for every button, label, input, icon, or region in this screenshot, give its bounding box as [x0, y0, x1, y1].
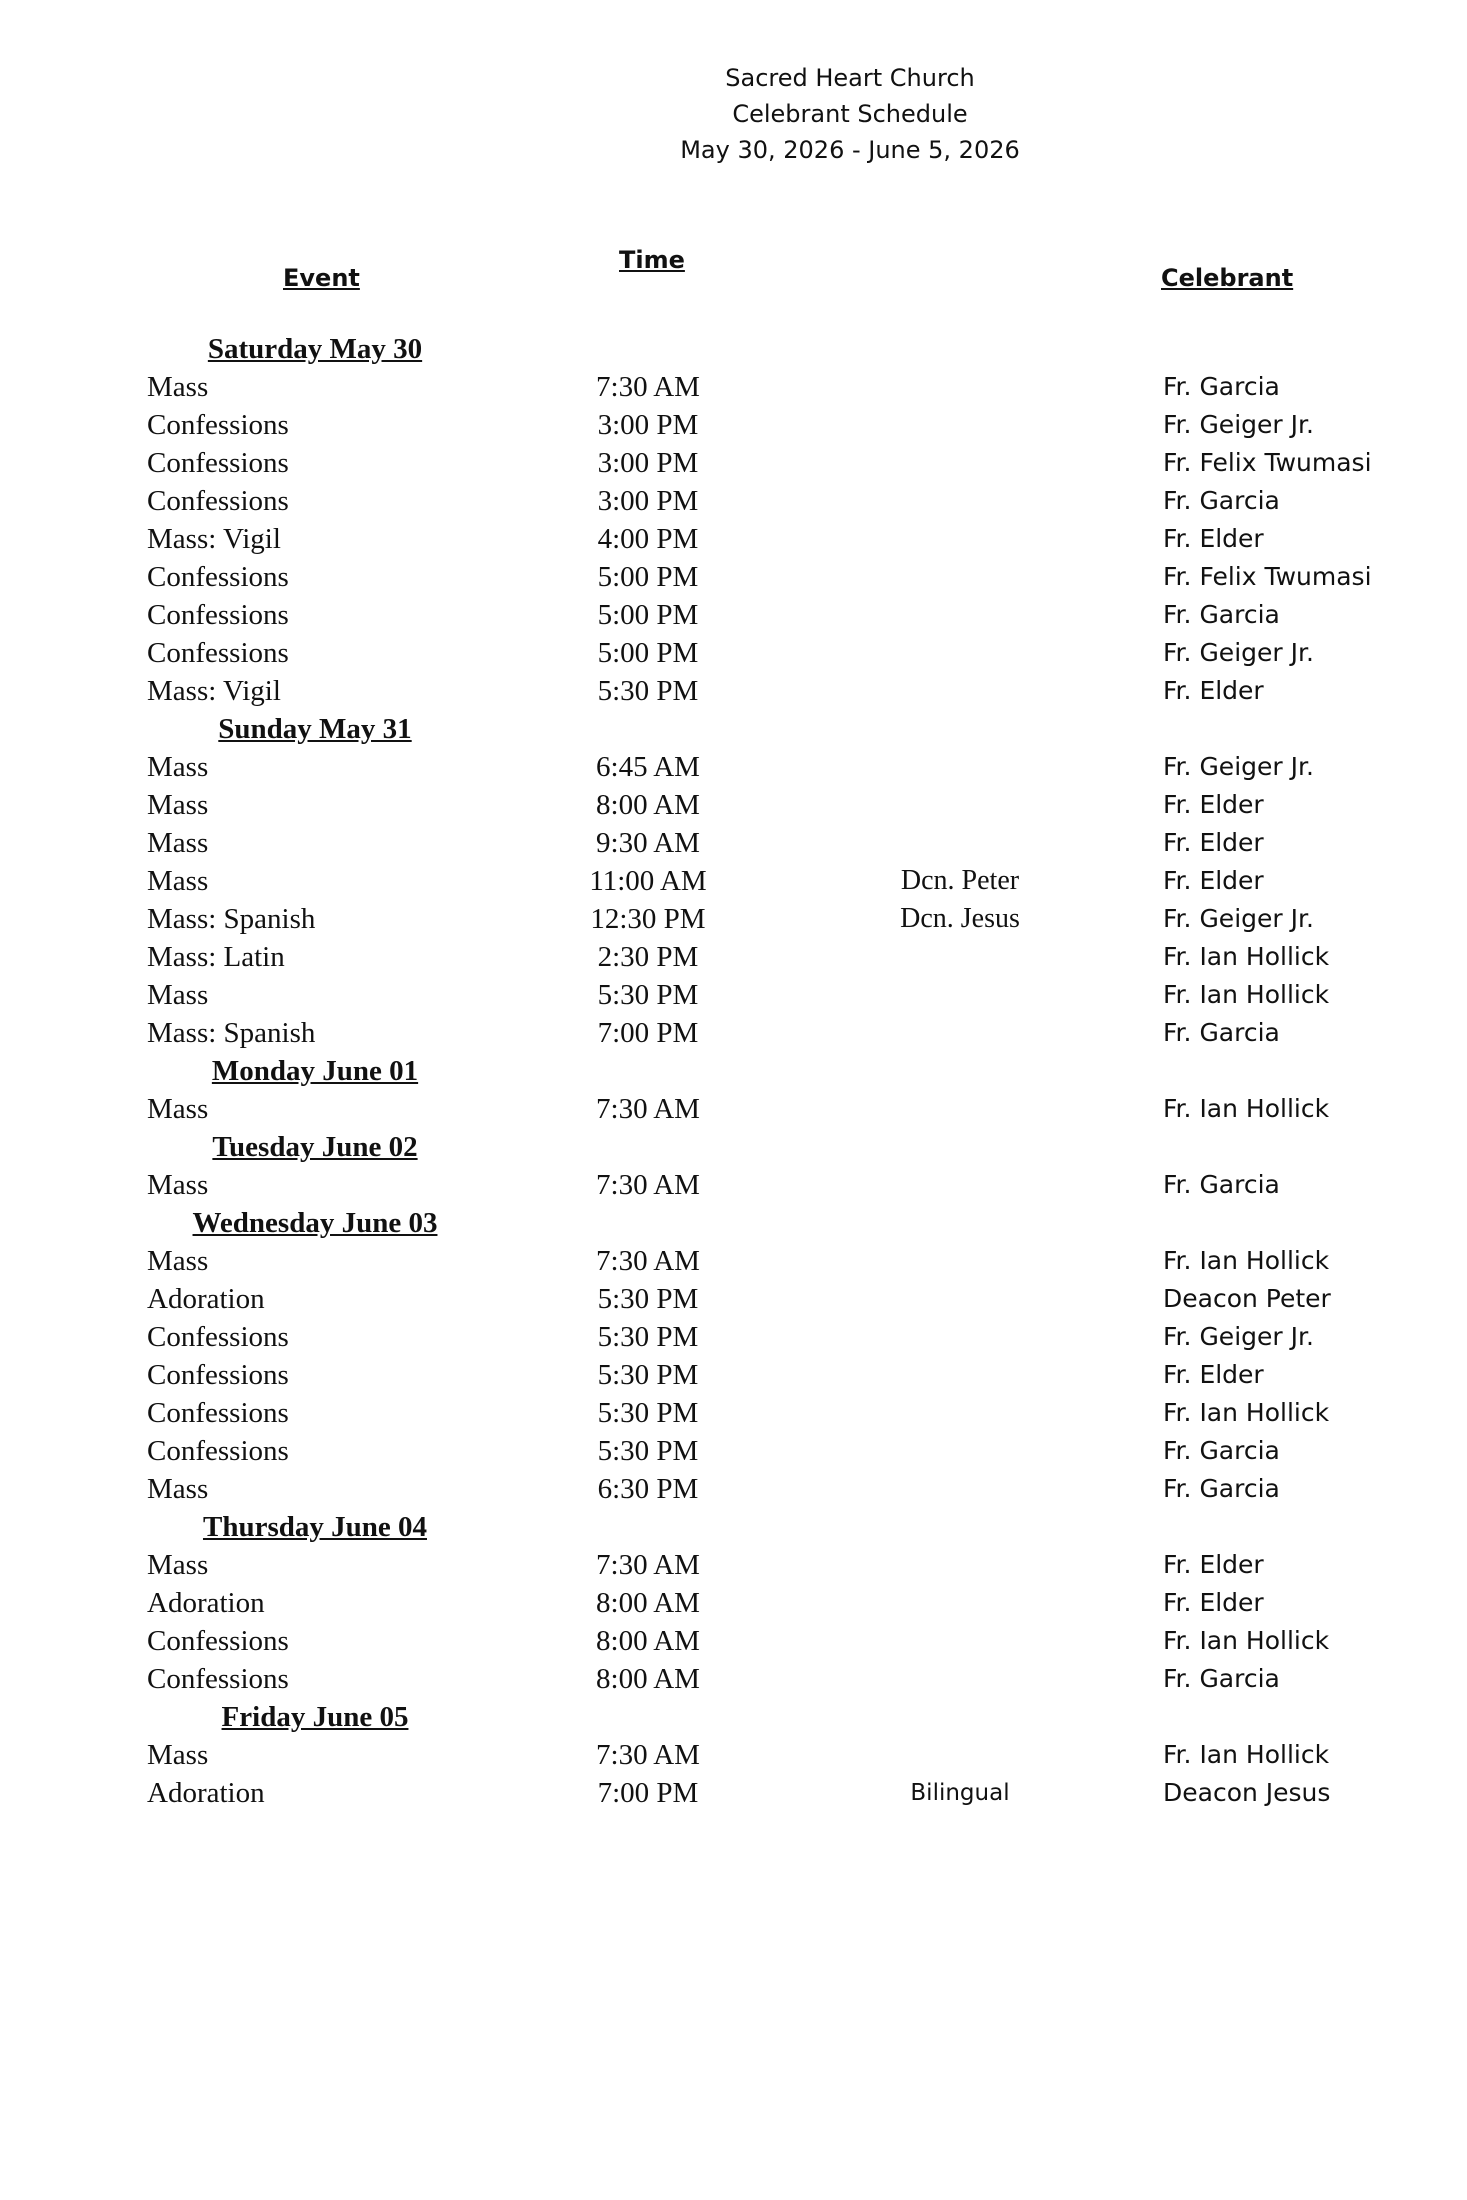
- event-time: 9:30 AM: [596, 827, 700, 859]
- celebrant-name: Fr. Garcia: [1163, 486, 1280, 515]
- celebrant-name: Fr. Ian Hollick: [1163, 980, 1330, 1009]
- event-name: Mass: [147, 1549, 209, 1581]
- schedule-row: [0, 786, 1467, 824]
- schedule-row: [0, 1660, 1467, 1698]
- event-name: Mass: [147, 789, 209, 821]
- event-time: 3:00 PM: [597, 485, 699, 517]
- celebrant-name: Fr. Geiger Jr.: [1163, 1322, 1314, 1351]
- celebrant-name: Fr. Garcia: [1163, 1436, 1280, 1465]
- event-time: 7:30 AM: [596, 1739, 700, 1771]
- event-name: Confessions: [147, 447, 289, 479]
- schedule-row: [0, 748, 1467, 786]
- event-name: Mass: [147, 827, 209, 859]
- celebrant-name: Fr. Geiger Jr.: [1163, 752, 1314, 781]
- event-time: 5:30 PM: [597, 675, 699, 707]
- event-name: Mass: [147, 1169, 209, 1201]
- event-name: Confessions: [147, 561, 289, 593]
- assistant-name: Dcn. Jesus: [900, 903, 1020, 934]
- schedule-row: [0, 406, 1467, 444]
- celebrant-name: Fr. Geiger Jr.: [1163, 638, 1314, 667]
- event-name: Adoration: [147, 1283, 265, 1315]
- event-name: Confessions: [147, 1435, 289, 1467]
- schedule-row: [0, 1242, 1467, 1280]
- document-header: [0, 60, 1467, 168]
- event-time: 2:30 PM: [597, 941, 699, 973]
- event-name: Mass: [147, 865, 209, 897]
- event-time: 7:00 PM: [597, 1017, 699, 1049]
- celebrant-name: Fr. Garcia: [1163, 372, 1280, 401]
- day-heading-row: [0, 1128, 1467, 1166]
- celebrant-name: Fr. Elder: [1163, 1550, 1264, 1579]
- celebrant-name: Fr. Garcia: [1163, 600, 1280, 629]
- schedule-row: [0, 1736, 1467, 1774]
- schedule-row: [0, 672, 1467, 710]
- event-time: 6:45 AM: [596, 751, 700, 783]
- schedule-row: [0, 1166, 1467, 1204]
- event-name: Mass: [147, 1093, 209, 1125]
- schedule-row: [0, 938, 1467, 976]
- schedule-row: [0, 1432, 1467, 1470]
- event-time: 8:00 AM: [596, 1663, 700, 1695]
- event-time: 5:30 PM: [597, 979, 699, 1011]
- event-time: 7:30 AM: [596, 1169, 700, 1201]
- event-time: 7:30 AM: [596, 1093, 700, 1125]
- schedule-row: [0, 520, 1467, 558]
- celebrant-name: Fr. Ian Hollick: [1163, 1246, 1330, 1275]
- day-heading-row: [0, 330, 1467, 368]
- celebrant-name: Fr. Geiger Jr.: [1163, 904, 1314, 933]
- celebrant-name: Fr. Geiger Jr.: [1163, 410, 1314, 439]
- schedule-row: [0, 1584, 1467, 1622]
- schedule-row: [0, 1622, 1467, 1660]
- day-heading: Friday June 05: [221, 1701, 409, 1733]
- day-heading: Monday June 01: [211, 1055, 419, 1087]
- event-time: 5:30 PM: [597, 1359, 699, 1391]
- event-time: 3:00 PM: [597, 447, 699, 479]
- schedule-row: [0, 1394, 1467, 1432]
- schedule-row: [0, 596, 1467, 634]
- event-time: 12:30 PM: [590, 903, 706, 935]
- event-time: 5:30 PM: [597, 1283, 699, 1315]
- event-time: 3:00 PM: [597, 409, 699, 441]
- event-name: Mass: [147, 979, 209, 1011]
- column-header-event: Event: [283, 264, 360, 292]
- celebrant-name: Fr. Elder: [1163, 790, 1264, 819]
- church-name: Sacred Heart Church: [725, 64, 975, 92]
- celebrant-name: Fr. Ian Hollick: [1163, 1398, 1330, 1427]
- event-time: 7:30 AM: [596, 1245, 700, 1277]
- celebrant-name: Fr. Felix Twumasi: [1163, 562, 1372, 591]
- schedule-row: [0, 1318, 1467, 1356]
- event-time: 7:30 AM: [596, 371, 700, 403]
- celebrant-name: Deacon Peter: [1163, 1284, 1331, 1313]
- schedule-row: [0, 900, 1467, 938]
- schedule-row: [0, 1356, 1467, 1394]
- event-time: 11:00 AM: [589, 865, 707, 897]
- day-heading: Tuesday June 02: [212, 1131, 418, 1163]
- day-heading-row: [0, 710, 1467, 748]
- event-name: Mass: Spanish: [147, 1017, 316, 1049]
- event-time: 8:00 AM: [596, 1587, 700, 1619]
- event-name: Adoration: [147, 1587, 265, 1619]
- schedule-row: [0, 1546, 1467, 1584]
- date-range: May 30, 2026 - June 5, 2026: [680, 136, 1020, 164]
- schedule-row: [0, 444, 1467, 482]
- event-time: 7:00 PM: [597, 1777, 699, 1809]
- day-heading-row: [0, 1204, 1467, 1242]
- assistant-name: Bilingual: [910, 1780, 1010, 1806]
- event-name: Mass: Latin: [147, 941, 285, 973]
- event-time: 7:30 AM: [596, 1549, 700, 1581]
- event-name: Confessions: [147, 485, 289, 517]
- event-time: 4:00 PM: [597, 523, 699, 555]
- event-time: 5:30 PM: [597, 1397, 699, 1429]
- event-time: 6:30 PM: [597, 1473, 699, 1505]
- celebrant-name: Fr. Elder: [1163, 1588, 1264, 1617]
- celebrant-name: Fr. Elder: [1163, 866, 1264, 895]
- celebrant-name: Fr. Garcia: [1163, 1474, 1280, 1503]
- day-heading-row: [0, 1698, 1467, 1736]
- event-name: Confessions: [147, 1397, 289, 1429]
- schedule-row: [0, 1470, 1467, 1508]
- schedule-row: [0, 634, 1467, 672]
- schedule-table: [0, 330, 1467, 1812]
- column-header-celebrant: Celebrant: [1161, 264, 1294, 292]
- event-name: Confessions: [147, 599, 289, 631]
- event-name: Mass: Spanish: [147, 903, 316, 935]
- event-name: Confessions: [147, 1625, 289, 1657]
- celebrant-name: Fr. Elder: [1163, 1360, 1264, 1389]
- event-name: Mass: [147, 751, 209, 783]
- event-time: 5:00 PM: [597, 561, 699, 593]
- day-heading: Sunday May 31: [218, 713, 412, 745]
- schedule-row: [0, 976, 1467, 1014]
- event-time: 5:00 PM: [597, 637, 699, 669]
- celebrant-name: Fr. Garcia: [1163, 1170, 1280, 1199]
- celebrant-name: Fr. Ian Hollick: [1163, 1740, 1330, 1769]
- event-name: Mass: [147, 371, 209, 403]
- schedule-row: [0, 1090, 1467, 1128]
- celebrant-name: Fr. Ian Hollick: [1163, 1094, 1330, 1123]
- event-name: Confessions: [147, 1663, 289, 1695]
- celebrant-name: Fr. Garcia: [1163, 1664, 1280, 1693]
- day-heading-row: [0, 1508, 1467, 1546]
- schedule-row: [0, 1280, 1467, 1318]
- event-time: 5:30 PM: [597, 1435, 699, 1467]
- schedule-row: [0, 558, 1467, 596]
- celebrant-name: Fr. Elder: [1163, 676, 1264, 705]
- celebrant-name: Fr. Ian Hollick: [1163, 1626, 1330, 1655]
- celebrant-name: Fr. Ian Hollick: [1163, 942, 1330, 971]
- event-name: Mass: Vigil: [147, 523, 281, 555]
- event-name: Mass: [147, 1739, 209, 1771]
- day-heading-row: [0, 1052, 1467, 1090]
- event-name: Confessions: [147, 637, 289, 669]
- event-time: 8:00 AM: [596, 789, 700, 821]
- day-heading: Saturday May 30: [207, 333, 423, 365]
- event-time: 8:00 AM: [596, 1625, 700, 1657]
- event-name: Confessions: [147, 409, 289, 441]
- schedule-row: [0, 862, 1467, 900]
- schedule-row: [0, 482, 1467, 520]
- schedule-row: [0, 1014, 1467, 1052]
- celebrant-name: Fr. Elder: [1163, 524, 1264, 553]
- event-time: 5:00 PM: [597, 599, 699, 631]
- event-name: Confessions: [147, 1321, 289, 1353]
- event-name: Mass: [147, 1245, 209, 1277]
- celebrant-name: Fr. Elder: [1163, 828, 1264, 857]
- column-header-time: Time: [619, 246, 685, 274]
- schedule-row: [0, 824, 1467, 862]
- assistant-name: Dcn. Peter: [900, 865, 1020, 896]
- schedule-row: [0, 368, 1467, 406]
- schedule-row: [0, 1774, 1467, 1812]
- event-name: Confessions: [147, 1359, 289, 1391]
- celebrant-name: Fr. Felix Twumasi: [1163, 448, 1372, 477]
- document-title: Celebrant Schedule: [732, 100, 968, 128]
- event-time: 5:30 PM: [597, 1321, 699, 1353]
- celebrant-name: Deacon Jesus: [1163, 1778, 1331, 1807]
- day-heading: Thursday June 04: [202, 1511, 427, 1543]
- celebrant-name: Fr. Garcia: [1163, 1018, 1280, 1047]
- event-name: Mass: Vigil: [147, 675, 281, 707]
- event-name: Adoration: [147, 1777, 265, 1809]
- event-name: Mass: [147, 1473, 209, 1505]
- day-heading: Wednesday June 03: [192, 1207, 438, 1239]
